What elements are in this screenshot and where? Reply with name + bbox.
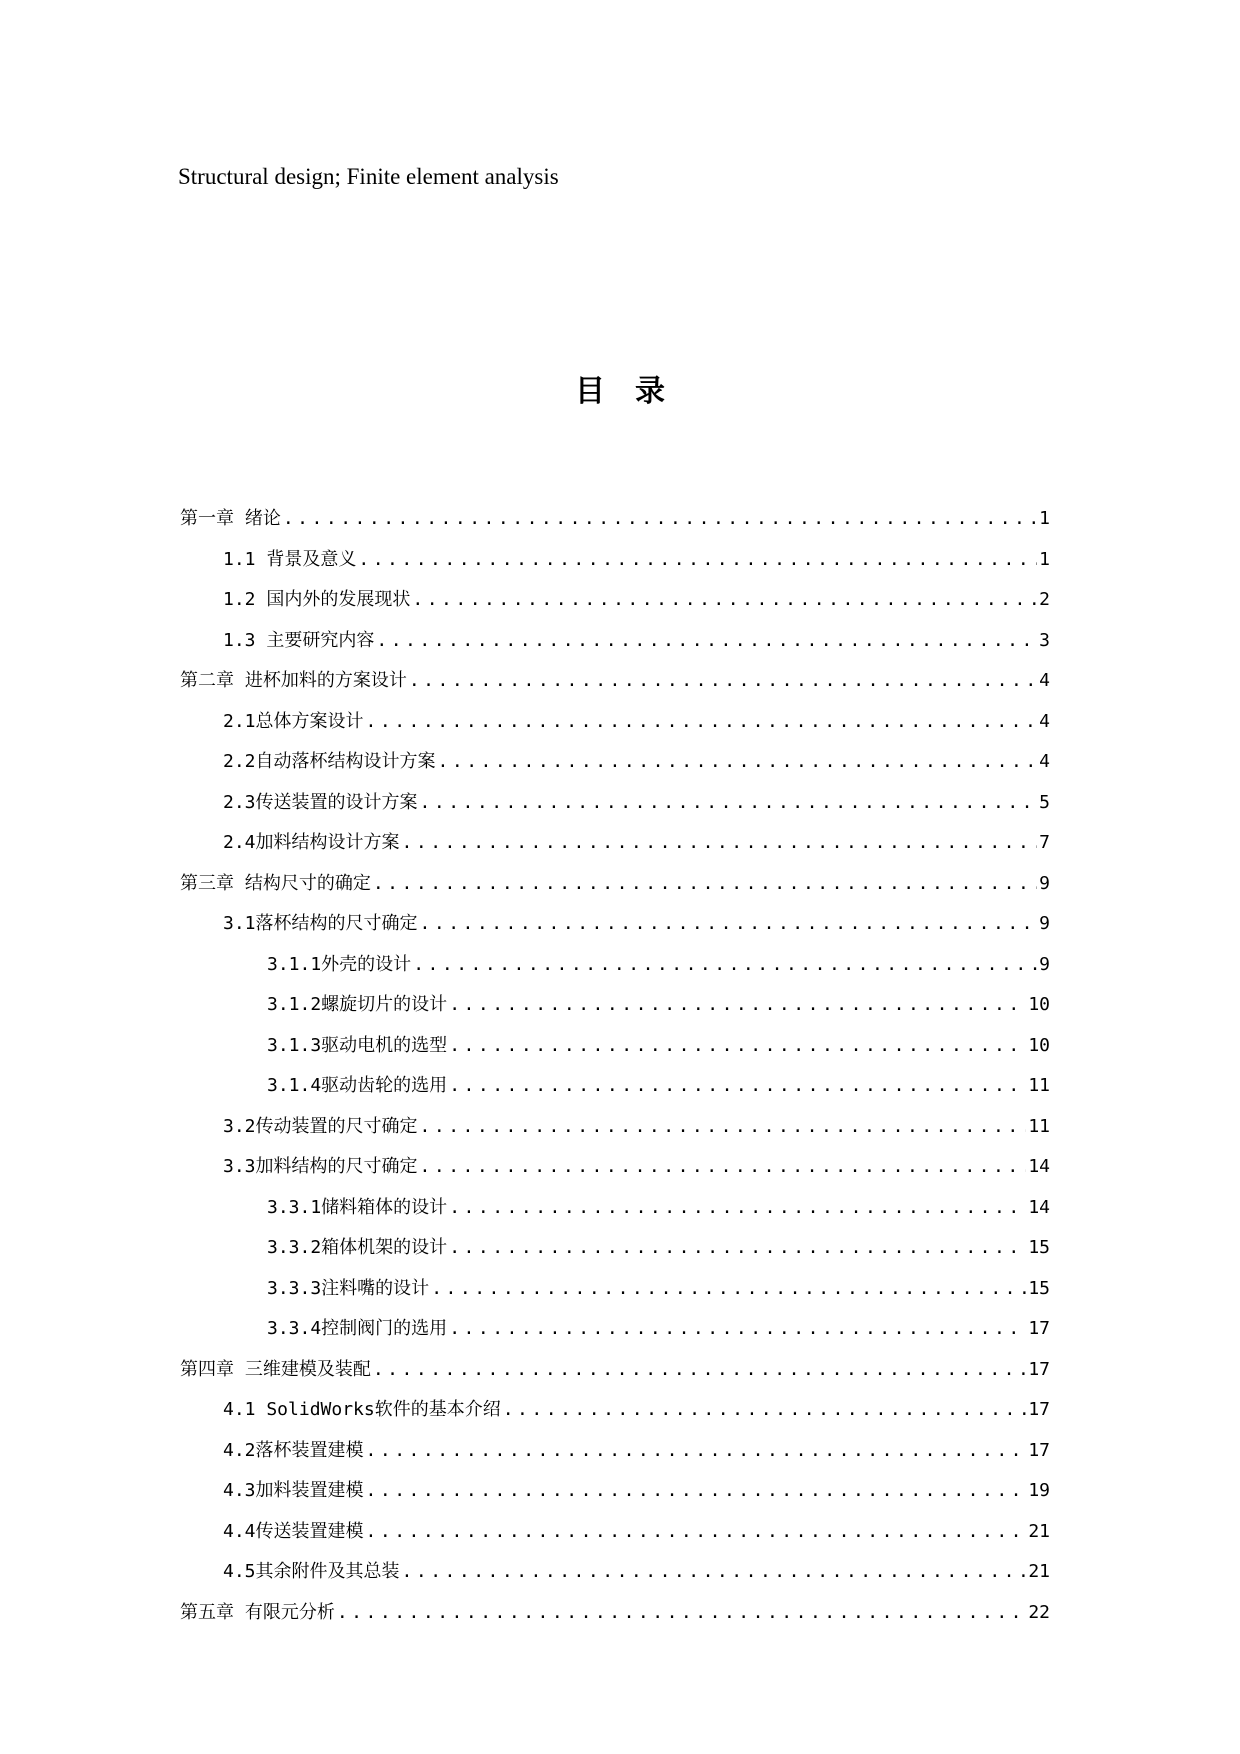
dot-leader	[283, 504, 1037, 534]
dot-leader	[438, 747, 1038, 777]
toc-entry-page: 5	[1039, 791, 1050, 813]
toc-entry-label: 3.1.2螺旋切片的设计	[267, 994, 448, 1015]
dot-leader	[503, 1395, 1027, 1425]
toc-entry-label: 第五章 有限元分析	[180, 1601, 335, 1623]
toc-entry[interactable]	[180, 1314, 1050, 1355]
toc-entry-page: 11	[1028, 1075, 1050, 1096]
toc-entry[interactable]	[180, 1598, 1050, 1639]
toc-entry-page: 1	[1039, 508, 1050, 529]
toc-entry-page: 14	[1028, 1156, 1050, 1177]
toc-entry-label: 3.1落杯结构的尺寸确定	[223, 913, 418, 934]
toc-entry[interactable]	[180, 990, 1050, 1031]
toc-entry-label: 4.1 SolidWorks软件的基本介绍	[223, 1399, 501, 1420]
toc-entry-page: 7	[1039, 832, 1050, 853]
dot-leader	[337, 1598, 1026, 1628]
toc-entry[interactable]	[180, 869, 1050, 910]
dot-leader	[420, 909, 1038, 939]
toc-entry-page: 4	[1039, 710, 1050, 732]
dot-leader	[376, 626, 1037, 656]
toc-entry-page: 17	[1028, 1439, 1050, 1461]
toc-entry[interactable]	[180, 1152, 1050, 1193]
toc-entry-label: 第一章 绪论	[180, 508, 281, 529]
toc-entry[interactable]	[180, 707, 1050, 748]
toc-entry-label: 4.3加料装置建模	[223, 1480, 364, 1501]
table-of-contents	[180, 504, 1050, 1638]
toc-entry-page: 3	[1039, 629, 1050, 651]
dot-leader	[366, 1517, 1027, 1547]
toc-entry-label: 1.1 背景及意义	[223, 548, 357, 570]
toc-entry-page: 1	[1039, 548, 1050, 570]
toc-entry-page: 2	[1039, 589, 1050, 610]
toc-entry-label: 第四章 三维建模及装配	[180, 1358, 371, 1380]
toc-entry-page: 11	[1028, 1115, 1050, 1137]
toc-entry-label: 3.3.2箱体机架的设计	[267, 1237, 448, 1258]
toc-entry-label: 4.4传送装置建模	[223, 1520, 364, 1542]
keywords-line: Structural design; Finite element analysis	[178, 164, 559, 189]
toc-entry-label: 3.1.4驱动齿轮的选用	[267, 1075, 448, 1096]
toc-entry-label: 第三章 结构尺寸的确定	[180, 872, 371, 894]
toc-entry[interactable]	[180, 1355, 1050, 1396]
toc-entry-label: 第二章 进杯加料的方案设计	[180, 670, 407, 691]
dot-leader	[449, 1233, 1026, 1263]
toc-entry-page: 10	[1028, 1034, 1050, 1056]
toc-entry-label: 2.3传送装置的设计方案	[223, 791, 418, 813]
toc-entry[interactable]	[180, 1193, 1050, 1234]
toc-entry-page: 17	[1028, 1318, 1050, 1339]
dot-leader	[366, 707, 1038, 737]
toc-entry-label: 3.1.3驱动电机的选型	[267, 1034, 448, 1056]
toc-entry-page: 9	[1039, 953, 1050, 975]
dot-leader	[431, 1274, 1026, 1304]
toc-entry[interactable]	[180, 909, 1050, 950]
toc-entry[interactable]	[180, 1112, 1050, 1153]
toc-entry-label: 3.3加料结构的尺寸确定	[223, 1156, 418, 1177]
dot-leader	[412, 585, 1037, 615]
toc-entry[interactable]	[180, 950, 1050, 991]
toc-entry[interactable]	[180, 1517, 1050, 1558]
dot-leader	[420, 1112, 1027, 1142]
dot-leader	[449, 1314, 1026, 1344]
dot-leader	[373, 869, 1037, 899]
toc-entry-label: 4.5其余附件及其总装	[223, 1561, 400, 1582]
dot-leader	[449, 1071, 1026, 1101]
toc-entry-label: 3.3.3注料嘴的设计	[267, 1277, 430, 1299]
toc-entry[interactable]	[180, 666, 1050, 707]
toc-entry[interactable]	[180, 1071, 1050, 1112]
toc-entry-page: 22	[1028, 1601, 1050, 1623]
toc-entry[interactable]	[180, 1031, 1050, 1072]
dot-leader	[366, 1436, 1027, 1466]
toc-entry[interactable]	[180, 545, 1050, 586]
toc-entry-label: 2.2自动落杯结构设计方案	[223, 751, 436, 772]
toc-entry-page: 4	[1039, 751, 1050, 772]
toc-entry[interactable]	[180, 1557, 1050, 1598]
toc-entry-page: 9	[1039, 872, 1050, 894]
toc-entry-page: 21	[1028, 1520, 1050, 1542]
toc-entry[interactable]	[180, 626, 1050, 667]
toc-entry-label: 2.1总体方案设计	[223, 710, 364, 732]
dot-leader	[366, 1476, 1027, 1506]
dot-leader	[402, 828, 1038, 858]
toc-entry-page: 17	[1028, 1399, 1050, 1420]
dot-leader	[420, 788, 1038, 818]
dot-leader	[402, 1557, 1027, 1587]
toc-entry[interactable]	[180, 1233, 1050, 1274]
toc-entry[interactable]	[180, 504, 1050, 545]
toc-entry-page: 10	[1028, 994, 1050, 1015]
toc-entry[interactable]	[180, 1436, 1050, 1477]
toc-entry-page: 15	[1028, 1237, 1050, 1258]
toc-entry[interactable]	[180, 1274, 1050, 1315]
toc-entry-label: 3.3.1储料箱体的设计	[267, 1196, 448, 1218]
dot-leader	[358, 545, 1037, 575]
dot-leader	[449, 1031, 1026, 1061]
toc-entry-page: 19	[1028, 1480, 1050, 1501]
toc-entry-label: 2.4加料结构设计方案	[223, 832, 400, 853]
toc-entry[interactable]	[180, 788, 1050, 829]
toc-entry-page: 4	[1039, 670, 1050, 691]
toc-entry-label: 3.2传动装置的尺寸确定	[223, 1115, 418, 1137]
toc-entry-label: 1.2 国内外的发展现状	[223, 589, 411, 610]
dot-leader	[409, 666, 1037, 696]
dot-leader	[420, 1152, 1027, 1182]
dot-leader	[449, 1193, 1026, 1223]
toc-entry[interactable]	[180, 1395, 1050, 1436]
toc-entry-page: 9	[1039, 913, 1050, 934]
toc-entry[interactable]	[180, 1476, 1050, 1517]
toc-entry-page: 21	[1028, 1561, 1050, 1582]
toc-entry-label: 1.3 主要研究内容	[223, 629, 375, 651]
toc-title: 目录	[575, 374, 695, 409]
toc-entry[interactable]	[180, 747, 1050, 788]
toc-entry-page: 14	[1028, 1196, 1050, 1218]
toc-entry-page: 17	[1028, 1358, 1050, 1380]
toc-entry-label: 4.2落杯装置建模	[223, 1439, 364, 1461]
toc-entry-label: 3.1.1外壳的设计	[267, 953, 412, 975]
dot-leader	[413, 950, 1037, 980]
toc-entry-label: 3.3.4控制阀门的选用	[267, 1318, 448, 1339]
toc-entry[interactable]	[180, 828, 1050, 869]
dot-leader	[373, 1355, 1026, 1385]
toc-entry-page: 15	[1028, 1277, 1050, 1299]
toc-entry[interactable]	[180, 585, 1050, 626]
dot-leader	[449, 990, 1026, 1020]
